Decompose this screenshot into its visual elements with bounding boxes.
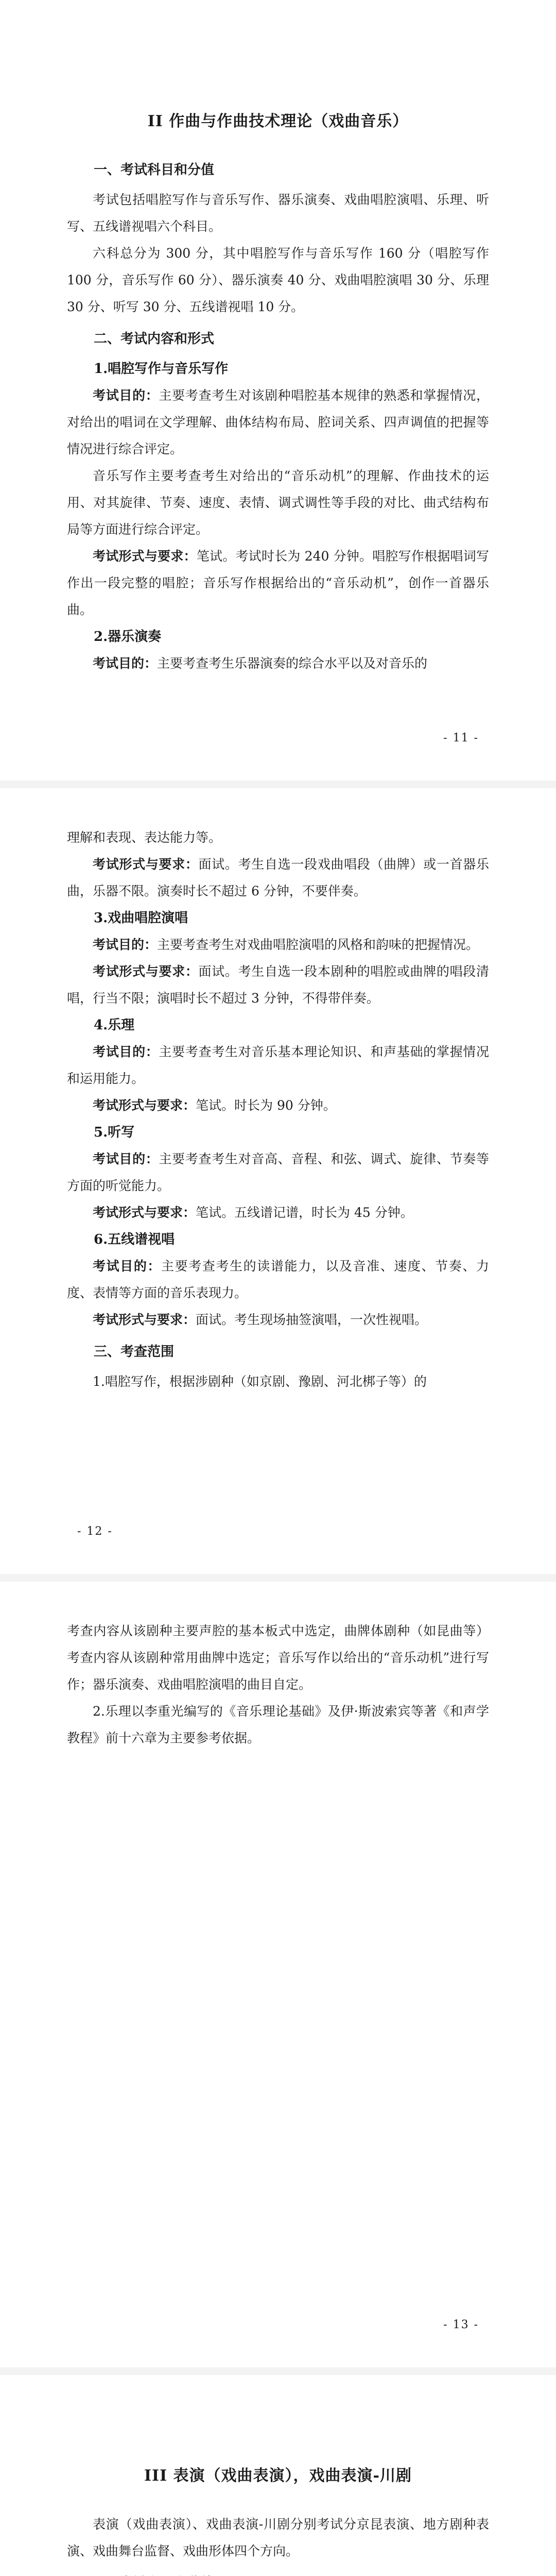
- body-paragraph: 考试包括唱腔写作与音乐写作、器乐演奏、戏曲唱腔演唱、乐理、听写、五线谱视唱六个科目。: [67, 192, 489, 234]
- body-paragraph: 表演（戏曲表演）、戏曲表演-川剧分别考试分京昆表演、地方剧种表演、戏曲舞台监督、戏曲形体四个方向。: [67, 2517, 489, 2558]
- paragraph-label: 考试形式与要求：: [93, 1098, 196, 1113]
- paragraph-text: 主要考查考生乐器演奏的综合水平以及对音乐的: [157, 656, 428, 671]
- body-paragraph: 2.乐理以李重光编写的《音乐理论基础》及伊·斯波索宾等著《和声学教程》前十六章为主要参考依据。: [67, 1704, 489, 1745]
- paragraph-text: 主要考查考生的读谱能力，以及音准、速度、节奏、力度、表情等方面的音乐表现力。: [67, 1259, 489, 1300]
- subsection-heading: 2.器乐演奏: [94, 629, 162, 645]
- paragraph-text: 笔试。考试时长为 240 分钟。唱腔写作根据唱词写作出一段完整的唱腔；音乐写作根据给出的“音乐动机”，创作一首器乐曲。: [67, 549, 489, 617]
- body-paragraph: [67, 650, 489, 677]
- section-heading: [67, 2570, 489, 2576]
- document-page-14: [0, 2375, 556, 2576]
- section-heading: 一、考试科目和分值: [94, 162, 215, 178]
- paragraph-text: 主要考查考生对音高、音程、和弦、调式、旋律、节奏等方面的听觉能力。: [67, 1151, 489, 1193]
- paragraph-label: 考试形式与要求：: [93, 1205, 196, 1220]
- page-body: [67, 157, 489, 677]
- subsection-heading: 3.戏曲唱腔演唱: [94, 910, 188, 926]
- paragraph-text: 主要考查考生对音乐基本理论知识、和声基础的掌握情况和运用能力。: [67, 1044, 489, 1086]
- paragraph-label: 考试目的：: [93, 1151, 159, 1166]
- page-number: - 13 -: [443, 2318, 479, 2331]
- body-paragraph: 1.唱腔写作，根据涉剧种（如京剧、豫剧、河北梆子等）的: [93, 1374, 427, 1389]
- paragraph-label: 考试形式与要求：: [93, 549, 197, 564]
- paragraph-label: 考试目的：: [93, 388, 159, 403]
- body-paragraph: [67, 1199, 489, 1226]
- paragraph-text: 面试。考生现场抽签演唱，一次性视唱。: [196, 1312, 428, 1327]
- section-heading: 二、考试内容和形式: [94, 331, 215, 347]
- paragraph-text: 主要考查考生对戏曲唱腔演唱的风格和韵味的把握情况。: [157, 937, 479, 952]
- paragraph-label: 考试目的：: [93, 937, 158, 952]
- paragraph-label: 考试目的：: [93, 1259, 162, 1274]
- section-heading: 三、考查范围: [94, 1344, 175, 1360]
- page-number: - 12 -: [77, 1525, 113, 1538]
- body-paragraph: [67, 958, 489, 1012]
- body-paragraph: [67, 1146, 489, 1199]
- body-paragraph: [67, 851, 489, 905]
- paragraph-text: 面试。考生自选一段戏曲唱段（曲牌）或一首器乐曲，乐器不限。演奏时长不超过 6 分钟，不要伴奏。: [67, 857, 489, 899]
- page-body: [67, 1618, 489, 1752]
- paragraph-text: 面试。考生自选一段本剧种的唱腔或曲牌的唱段清唱，行当不限；演唱时长不超过 3 分钟，不得带伴奏。: [67, 964, 489, 1006]
- page-body: [67, 2511, 489, 2576]
- body-paragraph: [67, 1092, 489, 1119]
- paragraph-label: 考试形式与要求：: [93, 1312, 196, 1327]
- paragraph-label: 考试目的：: [93, 1044, 159, 1059]
- page-body: [67, 824, 489, 1395]
- paragraph-label: 考试形式与要求：: [93, 857, 199, 872]
- subsection-heading: 5.听写: [94, 1125, 135, 1140]
- section-title: II 作曲与作曲技术理论（戏曲音乐）: [147, 112, 409, 130]
- paragraph-label: 考试形式与要求：: [93, 964, 199, 979]
- body-paragraph: [67, 382, 489, 463]
- document-page-12: [0, 788, 556, 1574]
- body-paragraph: [67, 543, 489, 623]
- page-number: - 11 -: [443, 732, 479, 744]
- body-paragraph: [67, 1307, 489, 1333]
- paragraph-label: 考试目的：: [93, 656, 158, 671]
- paragraph-text: 笔试。时长为 90 分钟。: [196, 1098, 336, 1113]
- paragraph-text: 主要考查考生对该剧种唱腔基本规律的熟悉和掌握情况，对给出的唱词在文学理解、曲体结构布局、腔词关系、四声调值的把握等情况进行综合评定。: [67, 388, 489, 456]
- document-page-13: [0, 1582, 556, 2367]
- section-title: III 表演（戏曲表演），戏曲表演-川剧: [144, 2467, 412, 2485]
- subsection-heading: 1.唱腔写作与音乐写作: [94, 361, 229, 377]
- subsection-heading: 4.乐理: [94, 1018, 135, 1033]
- body-paragraph: [67, 1039, 489, 1092]
- body-paragraph: 理解和表现、表达能力等。: [67, 830, 222, 845]
- body-paragraph: 音乐写作主要考查考生对给出的“音乐动机”的理解、作曲技术的运用、对其旋律、节奏、速度、表情、调式调性等手段的对比、曲式结构布局等方面进行综合评定。: [67, 468, 489, 537]
- paragraph-text: 笔试。五线谱记谱，时长为 45 分钟。: [196, 1205, 413, 1220]
- body-paragraph: 六科总分为 300 分，其中唱腔写作与音乐写作 160 分（唱腔写作 100 分，音乐写作 60 分）、器乐演奏 40 分、戏曲唱腔演唱 30 分、乐理 30 分、听写 30 分、五线谱视唱 10 分。: [67, 246, 489, 314]
- document-page-11: [0, 0, 556, 781]
- body-paragraph: 考查内容从该剧种主要声腔的基本板式中选定，曲牌体剧种（如昆曲等）考查内容从该剧种常用曲牌中选定；音乐写作以给出的“音乐动机”进行写作；器乐演奏、戏曲唱腔演唱的曲目自定。: [67, 1623, 489, 1692]
- subsection-heading: 6.五线谱视唱: [94, 1232, 175, 1247]
- body-paragraph: [67, 931, 489, 958]
- body-paragraph: [67, 1253, 489, 1307]
